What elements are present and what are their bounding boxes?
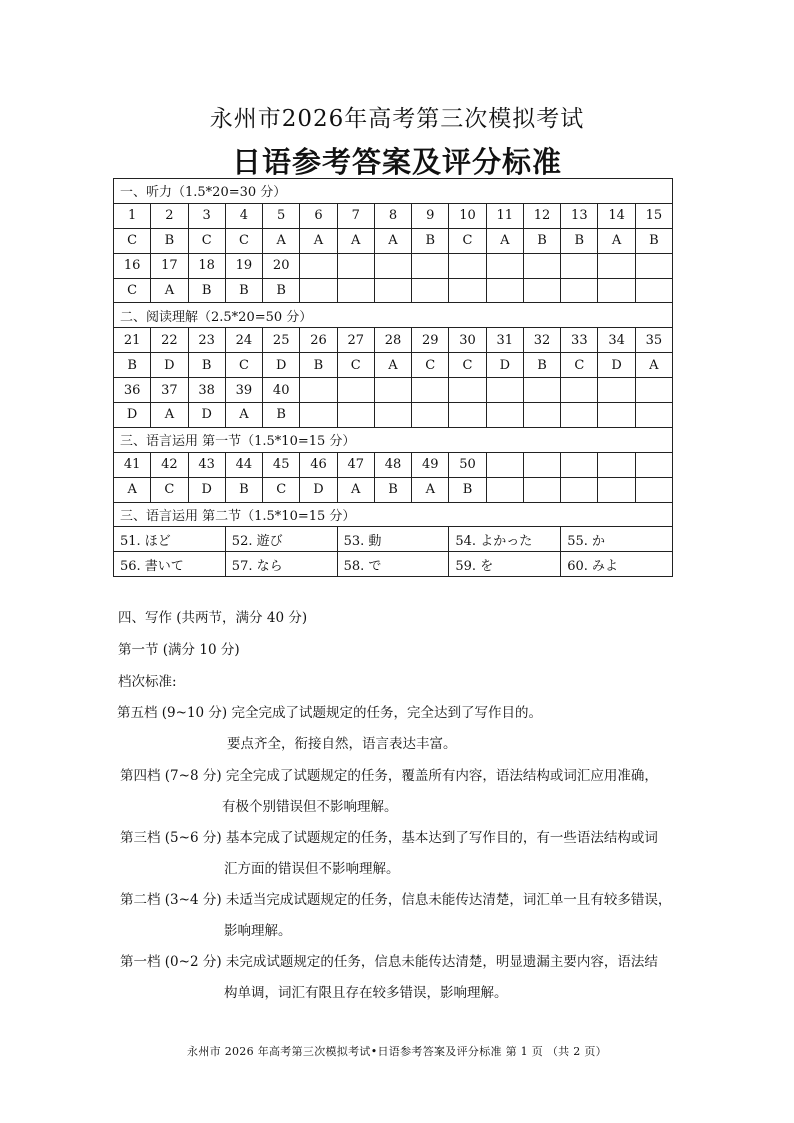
answer-cell: B <box>263 403 300 428</box>
question-number-cell: 43 <box>188 452 225 477</box>
answer-cell: A <box>151 403 188 428</box>
empty-cell <box>561 253 598 278</box>
question-number-row <box>114 203 673 228</box>
answer-cell: A <box>114 477 151 502</box>
fill-in-answer-row <box>114 527 673 552</box>
empty-cell <box>300 278 337 303</box>
question-number-cell: 36 <box>114 378 151 403</box>
empty-cell <box>598 477 635 502</box>
answer-cell: B <box>374 477 411 502</box>
answer-key-title: 日语参考答案及评分标准 <box>231 145 562 179</box>
question-number-row <box>114 452 673 477</box>
answer-cell: B <box>151 228 188 253</box>
fill-in-answer: 52. 遊び <box>225 527 337 552</box>
empty-cell <box>337 278 374 303</box>
empty-cell <box>337 253 374 278</box>
level-5-line2: 要点齐全，衔接自然，语言表达丰富。 <box>227 736 457 752</box>
question-number-cell: 28 <box>374 328 411 353</box>
fill-in-answer: 51. ほど <box>114 527 226 552</box>
language-use-2-header: 三、语言运用 第二节（1.5*10=15 分） <box>114 502 673 527</box>
empty-cell <box>598 253 635 278</box>
fill-in-answer: 53. 動 <box>337 527 449 552</box>
answer-cell: B <box>188 353 225 378</box>
answer-cell: B <box>300 353 337 378</box>
question-number-cell: 13 <box>561 203 598 228</box>
question-number-cell: 47 <box>337 452 374 477</box>
fill-in-answer: 57. なら <box>225 552 337 577</box>
question-number-cell: 19 <box>225 253 262 278</box>
question-number-cell: 35 <box>635 328 672 353</box>
question-number-cell: 33 <box>561 328 598 353</box>
answer-row <box>114 278 673 303</box>
empty-cell <box>300 378 337 403</box>
question-number-cell: 34 <box>598 328 635 353</box>
answer-cell: B <box>635 228 672 253</box>
question-number-cell: 24 <box>225 328 262 353</box>
answer-cell: C <box>561 353 598 378</box>
empty-cell <box>300 403 337 428</box>
question-number-cell: 44 <box>225 452 262 477</box>
question-number-cell: 26 <box>300 328 337 353</box>
answer-cell: A <box>151 278 188 303</box>
level-1-line1: 第一档 (0~2 分) 未完成试题规定的任务，信息未能传达清楚，明显遗漏主要内容，语法结 <box>120 954 658 970</box>
empty-cell <box>374 378 411 403</box>
listening-header: 一、听力（1.5*20=30 分） <box>114 179 673 204</box>
answer-cell: A <box>598 228 635 253</box>
empty-cell <box>337 378 374 403</box>
question-number-cell: 42 <box>151 452 188 477</box>
fill-in-answer-row <box>114 552 673 577</box>
fill-in-answer: 56. 書いて <box>114 552 226 577</box>
empty-cell <box>486 378 523 403</box>
question-number-row <box>114 378 673 403</box>
answer-cell: C <box>263 477 300 502</box>
section-header-row <box>114 179 673 204</box>
section-header-row <box>114 502 673 527</box>
answer-cell: A <box>300 228 337 253</box>
question-number-cell: 29 <box>412 328 449 353</box>
question-number-cell: 2 <box>151 203 188 228</box>
empty-cell <box>374 253 411 278</box>
question-number-cell: 40 <box>263 378 300 403</box>
question-number-cell: 8 <box>374 203 411 228</box>
question-number-cell: 5 <box>263 203 300 228</box>
answer-cell: D <box>300 477 337 502</box>
empty-cell <box>486 253 523 278</box>
empty-cell <box>523 253 560 278</box>
answer-row <box>114 403 673 428</box>
empty-cell <box>598 452 635 477</box>
empty-cell <box>300 253 337 278</box>
answer-cell: B <box>114 353 151 378</box>
answer-cell: C <box>449 353 486 378</box>
answer-cell: B <box>188 278 225 303</box>
empty-cell <box>561 452 598 477</box>
question-number-cell: 32 <box>523 328 560 353</box>
question-number-cell: 15 <box>635 203 672 228</box>
empty-cell <box>523 278 560 303</box>
question-number-cell: 11 <box>486 203 523 228</box>
empty-cell <box>449 253 486 278</box>
level-3-line1: 第三档 (5~6 分) 基本完成了试题规定的任务，基本达到了写作目的，有一些语法结构或词 <box>120 830 658 846</box>
answer-cell: A <box>337 228 374 253</box>
answer-table <box>113 178 673 577</box>
answer-cell: D <box>263 353 300 378</box>
answer-cell: B <box>412 228 449 253</box>
question-number-cell: 49 <box>412 452 449 477</box>
answer-cell: C <box>188 228 225 253</box>
empty-cell <box>561 278 598 303</box>
empty-cell <box>449 278 486 303</box>
answer-cell: A <box>263 228 300 253</box>
answer-cell: B <box>523 353 560 378</box>
answer-cell: B <box>449 477 486 502</box>
question-number-cell: 48 <box>374 452 411 477</box>
empty-cell <box>412 278 449 303</box>
answer-cell: A <box>374 353 411 378</box>
fill-in-answer: 59. を <box>449 552 561 577</box>
empty-cell <box>486 278 523 303</box>
fill-in-answer: 54. よかった <box>449 527 561 552</box>
answer-cell: B <box>225 477 262 502</box>
answer-cell: C <box>114 228 151 253</box>
answer-cell: B <box>523 228 560 253</box>
level-2-line2: 影响理解。 <box>224 923 292 939</box>
empty-cell <box>561 378 598 403</box>
question-number-cell: 20 <box>263 253 300 278</box>
empty-cell <box>374 403 411 428</box>
answer-cell: D <box>114 403 151 428</box>
question-number-cell: 17 <box>151 253 188 278</box>
question-number-cell: 7 <box>337 203 374 228</box>
answer-cell: C <box>225 228 262 253</box>
section-header-row <box>114 427 673 452</box>
answer-row <box>114 477 673 502</box>
answer-cell: D <box>188 477 225 502</box>
fill-in-answer: 55. か <box>561 527 673 552</box>
question-number-cell: 50 <box>449 452 486 477</box>
empty-cell <box>635 253 672 278</box>
question-number-row <box>114 328 673 353</box>
answer-cell: C <box>114 278 151 303</box>
answer-cell: A <box>374 228 411 253</box>
answer-cell: C <box>337 353 374 378</box>
section-header-row <box>114 303 673 328</box>
question-number-cell: 18 <box>188 253 225 278</box>
question-number-cell: 1 <box>114 203 151 228</box>
answer-cell: A <box>225 403 262 428</box>
empty-cell <box>412 378 449 403</box>
empty-cell <box>412 403 449 428</box>
question-number-cell: 9 <box>412 203 449 228</box>
empty-cell <box>337 403 374 428</box>
empty-cell <box>635 403 672 428</box>
level-1-line2: 构单调，词汇有限且存在较多错误，影响理解。 <box>224 985 508 1001</box>
question-number-cell: 21 <box>114 328 151 353</box>
empty-cell <box>374 278 411 303</box>
exam-title: 永州市2026年高考第三次模拟考试 <box>209 106 585 132</box>
answer-cell: A <box>337 477 374 502</box>
empty-cell <box>635 452 672 477</box>
answer-row <box>114 353 673 378</box>
empty-cell <box>598 278 635 303</box>
question-number-cell: 38 <box>188 378 225 403</box>
question-number-cell: 4 <box>225 203 262 228</box>
answer-cell: B <box>561 228 598 253</box>
question-number-cell: 6 <box>300 203 337 228</box>
answer-cell: D <box>598 353 635 378</box>
question-number-cell: 16 <box>114 253 151 278</box>
answer-cell: C <box>412 353 449 378</box>
empty-cell <box>486 477 523 502</box>
empty-cell <box>561 477 598 502</box>
question-number-cell: 12 <box>523 203 560 228</box>
answer-cell: D <box>486 353 523 378</box>
answer-cell: D <box>188 403 225 428</box>
empty-cell <box>523 378 560 403</box>
question-number-cell: 22 <box>151 328 188 353</box>
question-number-cell: 14 <box>598 203 635 228</box>
question-number-cell: 23 <box>188 328 225 353</box>
level-4-line2: 有极个别错误但不影响理解。 <box>222 799 398 815</box>
question-number-row <box>114 253 673 278</box>
level-3-line2: 汇方面的错误但不影响理解。 <box>224 861 400 877</box>
empty-cell <box>486 403 523 428</box>
page-footer: 永州市 2026 年高考第三次模拟考试•日语参考答案及评分标准 第 1 页 （共 2 页） <box>187 1045 607 1058</box>
empty-cell <box>523 477 560 502</box>
empty-cell <box>486 452 523 477</box>
question-number-cell: 45 <box>263 452 300 477</box>
writing-header: 四、写作 (共两节，满分 40 分) <box>118 610 308 626</box>
empty-cell <box>561 403 598 428</box>
answer-cell: C <box>225 353 262 378</box>
empty-cell <box>523 452 560 477</box>
empty-cell <box>598 403 635 428</box>
fill-in-answer: 60. みよ <box>561 552 673 577</box>
empty-cell <box>635 378 672 403</box>
level-4-line1: 第四档 (7~8 分) 完全完成了试题规定的任务，覆盖所有内容，语法结构或词汇应用准确， <box>120 768 658 784</box>
answer-cell: D <box>151 353 188 378</box>
answer-cell: B <box>263 278 300 303</box>
criteria-label: 档次标准: <box>118 674 177 690</box>
empty-cell <box>635 278 672 303</box>
empty-cell <box>449 403 486 428</box>
question-number-cell: 3 <box>188 203 225 228</box>
question-number-cell: 41 <box>114 452 151 477</box>
question-number-cell: 27 <box>337 328 374 353</box>
answer-cell: B <box>225 278 262 303</box>
question-number-cell: 10 <box>449 203 486 228</box>
answer-cell: C <box>151 477 188 502</box>
writing-section1: 第一节 (满分 10 分) <box>118 642 240 658</box>
level-5-line1: 第五档 (9~10 分) 完全完成了试题规定的任务，完全达到了写作目的。 <box>117 705 542 721</box>
empty-cell <box>635 477 672 502</box>
answer-row <box>114 228 673 253</box>
question-number-cell: 31 <box>486 328 523 353</box>
question-number-cell: 37 <box>151 378 188 403</box>
answer-cell: C <box>449 228 486 253</box>
empty-cell <box>412 253 449 278</box>
reading-header: 二、阅读理解（2.5*20=50 分） <box>114 303 673 328</box>
level-2-line1: 第二档 (3~4 分) 未适当完成试题规定的任务，信息未能传达清楚，词汇单一且有较多错误， <box>120 892 672 908</box>
empty-cell <box>598 378 635 403</box>
answer-cell: A <box>412 477 449 502</box>
answer-cell: A <box>486 228 523 253</box>
empty-cell <box>523 403 560 428</box>
question-number-cell: 30 <box>449 328 486 353</box>
question-number-cell: 39 <box>225 378 262 403</box>
answer-cell: A <box>635 353 672 378</box>
fill-in-answer: 58. で <box>337 552 449 577</box>
language-use-1-header: 三、语言运用 第一节（1.5*10=15 分） <box>114 427 673 452</box>
empty-cell <box>449 378 486 403</box>
question-number-cell: 25 <box>263 328 300 353</box>
question-number-cell: 46 <box>300 452 337 477</box>
